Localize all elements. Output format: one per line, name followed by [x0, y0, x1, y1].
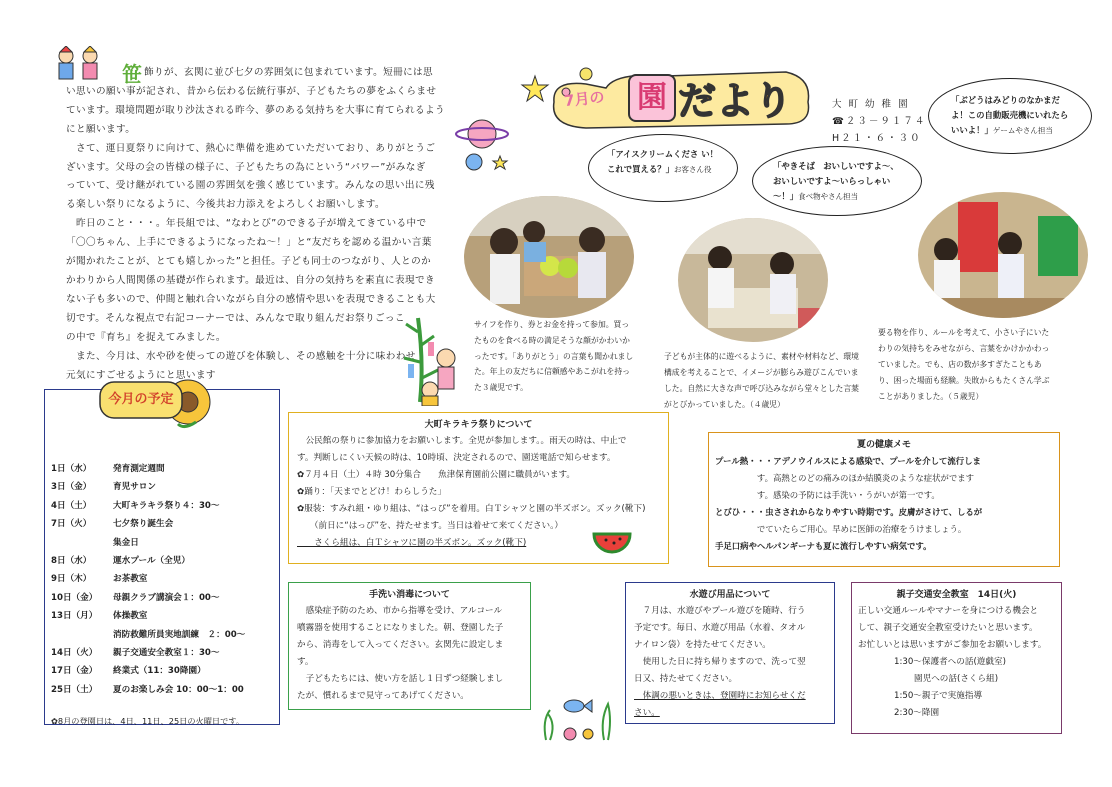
photo-5yo-shop: [918, 192, 1088, 318]
intro-line: い思いの願い事が記され、昔から伝わる伝統行事が、子どもたちの夢をふくらませ: [66, 85, 437, 97]
water-play-box: [625, 582, 835, 724]
speech-bubble-grape: [928, 78, 1092, 154]
traffic-line: して、親子交通安全教室受けたいと思います。: [858, 623, 1038, 633]
schedule-row: [51, 681, 273, 699]
bubble-text: 「やきそば おいしいですよ～、おいしいですよ～いらっしゃい～！」: [773, 161, 899, 201]
festival-title: 大町キラキラ祭りについて: [424, 420, 533, 430]
traffic-line: お忙しいとは思いますがご参加をお願いします。: [858, 640, 1047, 650]
school-info: [832, 96, 926, 147]
handwash-box: [288, 582, 531, 710]
intro-line: にと願います。: [66, 123, 136, 135]
health-line: す。感染の予防には手洗い・うがいが第一です。: [715, 490, 940, 500]
festival-line: す。判断しにくい天候の時は、10時頃、決定されるので、園送電話で知らせます。: [297, 453, 616, 463]
schedule-event: お茶教室: [113, 574, 148, 585]
schedule-date: 4日（土）: [51, 500, 92, 511]
bubble-text: 「アイスクリームくださ い！これで買える？」: [607, 149, 718, 174]
tanabata-illustration: [400, 312, 464, 406]
schedule-row: [51, 644, 273, 662]
caption-3yo: サイフを作り、券とお金を持って参加。買ったものを食べる時の満足そうな顔がかわいかったです。「ありがとう」の言葉も聞かれました。年上の友だちに信頼感やあこがれを持った３歳児です。: [474, 320, 634, 393]
schedule-event: 夏のお楽しみ会 10：00～1：00: [113, 684, 244, 695]
handwash-line: す。: [297, 657, 314, 667]
intro-line: 飾りが、玄関に並び七夕の雰囲気に包まれています。短冊には思: [144, 67, 434, 78]
watermelon-icon: [592, 530, 632, 554]
stars-deco: [520, 74, 550, 104]
schedule-row: [51, 589, 273, 607]
bubble-speaker: ゲームやさん担当: [992, 126, 1053, 135]
festival-line: ✿７月４日（土）４時 30分集合 魚津保育園前公園に職員がいます。: [297, 470, 575, 480]
handwash-line: たが、慣れるまで見守ってあげてください。: [297, 691, 469, 701]
caption-4yo: 子どもが主体的に遊べるように、素材や材料など、環境構成を考えることで、イメージが膨らみ遊びこんでいました。自然に大きな声で呼び込みながら堂々とした言葉がとびかっていました。（４歳児）: [664, 352, 859, 409]
festival-line: ✿服装：すみれ組・ゆり組は、“はっぴ”を着用。白Ｔシャツと園の半ズボン。ズック(靴下): [297, 504, 646, 514]
schedule-date: 7日（火）: [51, 519, 92, 530]
festival-line: （前日に“はっぴ”を、持たせます。当日は着せて来てください。）: [297, 521, 564, 531]
schedule-row: [51, 497, 273, 515]
water-line: 体調の悪いときは、登園時にお知らせくだ: [634, 691, 806, 701]
sea-illustration: [538, 690, 618, 742]
schedule-event: 育児サロン: [113, 482, 156, 493]
intro-line: の中で『育ち』を捉えてみました。: [66, 331, 226, 343]
schedule-row: [51, 570, 273, 588]
schedule-badge: [92, 372, 216, 430]
handwash-line: 子どもたちには、使い方を話し１日ずつ経験しまし: [297, 674, 504, 684]
newsletter-title: [546, 62, 816, 132]
intro-line: ざいます。父母の会の皆様の様子に、子どもたちの為にという“パワー”がみなぎ: [66, 161, 426, 173]
issue-date: H２１・６・３０: [832, 133, 922, 144]
schedule-row: [51, 460, 273, 478]
schedule-date: [51, 534, 113, 552]
intro-line: 切です。そんな視点で右記コーナーでは、みんなで取り組んだお祭りごっこ: [66, 312, 405, 324]
traffic-line: 1:50～親子で実施指導: [894, 691, 983, 701]
title-kanji: 園: [628, 74, 676, 122]
schedule-event: 消防救難所員実地訓練 ２：00～: [113, 629, 246, 640]
water-line: ７月は、水遊びやプール遊びを随時、行う: [634, 606, 806, 616]
schedule-date: 3日（金）: [51, 482, 92, 493]
schedule-note: ✿8月の登園日は、4日、11日、25日の火曜日です。: [51, 716, 245, 727]
schedule-date: 13日（月）: [51, 611, 98, 622]
schedule-event: 発育測定週間: [113, 464, 165, 474]
handwash-line: 感染症予防のため、市から指導を受け、アルコール: [297, 606, 503, 616]
schedule-row: [51, 552, 273, 570]
schedule-date: 14日（火）: [51, 648, 98, 659]
schedule-box: [44, 389, 280, 725]
intro-line: さて、運日夏祭りに向けて、熱心に準備を進めていただいており、ありがとうご: [66, 142, 436, 154]
schedule-badge-label: 今月の予定: [108, 392, 174, 407]
bubble-text: 「ぶどうはみどりのなかまだよ！この自動販売機にいれたらいいよ！」: [951, 95, 1069, 135]
intro-line: ています。環境問題が取り沙汰される昨今、夢のある気持ちを大事に育てられるよう: [66, 104, 445, 116]
intro-line: 元気にすごせるようにと思います: [66, 369, 216, 381]
schedule-event: 運水プール（全児）: [113, 556, 190, 567]
schedule-list: [51, 460, 273, 699]
schedule-date: 10日（金）: [51, 592, 98, 603]
intro-line: っていて、受け継がれている園の雰囲気を強く感じています。みんなの思い出に残: [66, 180, 435, 192]
schedule-event: 母親クラブ講演会１：00～: [113, 592, 220, 603]
traffic-line: 1:30～保護者への話(遊戯室): [894, 657, 1006, 667]
schedule-date: 17日（金）: [51, 666, 98, 677]
water-line: ナイロン袋）を持たせてください。: [634, 640, 771, 650]
bubble-speaker: お客さん役: [674, 165, 712, 174]
schedule-event: 親子交通安全教室１：30～: [113, 648, 220, 659]
intro-line: かわりから人間関係の基礎が作られます。最近は、自分の気持ちを素直に表現でき: [66, 274, 435, 286]
photo-3yo-shop: [464, 196, 634, 318]
festival-line: 公民館の祭りに参加協力をお願いします。全児が参加します。。雨天の時は、中止で: [297, 436, 627, 446]
speech-bubble-ice-cream: [588, 134, 738, 202]
health-line: す。高熱とのどの痛みのほか結膜炎のような症状がでます: [715, 473, 974, 483]
traffic-line: 園児への話(さくら組): [914, 674, 999, 684]
schedule-date: 8日（水）: [51, 556, 92, 567]
bubble-speaker: 食べ物やさん担当: [798, 192, 859, 201]
intro-line: また、今月は、水や砂を使っての遊びを体験し、その感触を十分に味わわせ: [66, 350, 416, 362]
intro-text: [66, 64, 446, 385]
school-phone: ☎２３－９１７４: [832, 116, 927, 127]
water-line: 日又、持たせてください。: [634, 674, 738, 684]
festival-line: さくら組は、白Ｔシャツに園の半ズボン。ズック(靴下): [297, 538, 527, 548]
water-title: 水遊び用品について: [689, 590, 771, 600]
planet-illustration: [454, 112, 510, 176]
health-title: 夏の健康メモ: [856, 440, 911, 450]
intro-line: 昨日のこと・・・。年長組では、“なわとび”のできる子が増えてきている中で: [66, 218, 427, 230]
festival-line: ✿踊り：「天までとどけ！わらしうた」: [297, 487, 446, 497]
title-text: だより: [678, 79, 793, 123]
speech-bubble-yakisoba: [752, 146, 922, 216]
handwash-line: から、消毒をして入ってください。玄関先に設定しま: [297, 640, 504, 650]
photo-4yo-shop: [678, 218, 828, 342]
schedule-row: [51, 662, 273, 680]
intro-line: が聞かれたことが、とても嬉しかった”と担任。子ども同士のつながり、人とのか: [66, 256, 432, 268]
intro-line: る楽しい祭りになるように、今後共お力添えをよろしくお願いします。: [66, 199, 386, 211]
schedule-event: 七夕祭り誕生会: [113, 519, 174, 530]
traffic-line: 2:30～降園: [894, 708, 940, 718]
handwash-title: 手洗い消毒について: [369, 590, 450, 600]
schedule-event: 大町キラキラ祭り４：30～: [113, 500, 220, 511]
water-line: さい。: [634, 708, 660, 718]
intro-line: ない子も多いので、仲間と触れ合いながら自分の感情や思いを表現できることも大: [66, 293, 436, 305]
schedule-row: [51, 626, 273, 644]
health-line: 手足口病やヘルパンギーナも夏に流行しやすい病気です。: [715, 541, 932, 551]
health-memo-box: [708, 432, 1060, 567]
intro-first-char: 笹: [122, 62, 142, 86]
schedule-row: [51, 607, 273, 625]
schedule-row: [51, 534, 273, 552]
intro-line: 「〇〇ちゃん、上手にできるようになったね～！」と“友だちを認める温かい言葉: [66, 237, 432, 249]
schedule-date: [51, 626, 113, 644]
caption-5yo: 要る物を作り、ルールを考えて、小さい子にいたわりの気持ちをみせながら、言葉をかけかかわっていました。でも、店の数が多すぎたこともあり、困った場面も経験。失敗からもたくさん学ぶことがありました。（５歳児）: [878, 328, 1050, 401]
health-line: でていたらご用心。早めに医師の治療をうけましょう。: [715, 524, 967, 534]
water-line: 予定です。毎日、水遊び用品（水着、タオル: [634, 623, 806, 633]
schedule-event: 体操教室: [113, 611, 148, 622]
schedule-event: 集金日: [113, 537, 139, 548]
schedule-date: 9日（木）: [51, 574, 92, 585]
schedule-date: 25日（土）: [51, 684, 98, 695]
water-line: 使用した日に持ち帰りますので、洗って翌: [634, 657, 806, 667]
traffic-safety-box: [851, 582, 1062, 734]
title-month: 7月の: [563, 87, 606, 111]
traffic-line: 正しい交通ルールやマナーを身につける機会と: [858, 606, 1039, 616]
schedule-row: [51, 515, 273, 533]
schedule-event: 終業式（11：30降園）: [113, 666, 206, 677]
school-name: 大 町 幼 稚 園: [832, 99, 910, 110]
schedule-row: [51, 478, 273, 496]
health-line: とびひ・・・虫さされからなりやすい時期です。皮膚がさけて、しるが: [715, 507, 983, 517]
schedule-date: 1日（水）: [51, 464, 92, 474]
traffic-title: 親子交通安全教室 14日(火): [896, 590, 1017, 600]
handwash-line: 噴霧器を使用することになりました。朝、登園した子: [297, 623, 504, 633]
health-line: プール熱・・・アデノウイルスによる感染で、プールを介して流行しま: [715, 456, 981, 466]
